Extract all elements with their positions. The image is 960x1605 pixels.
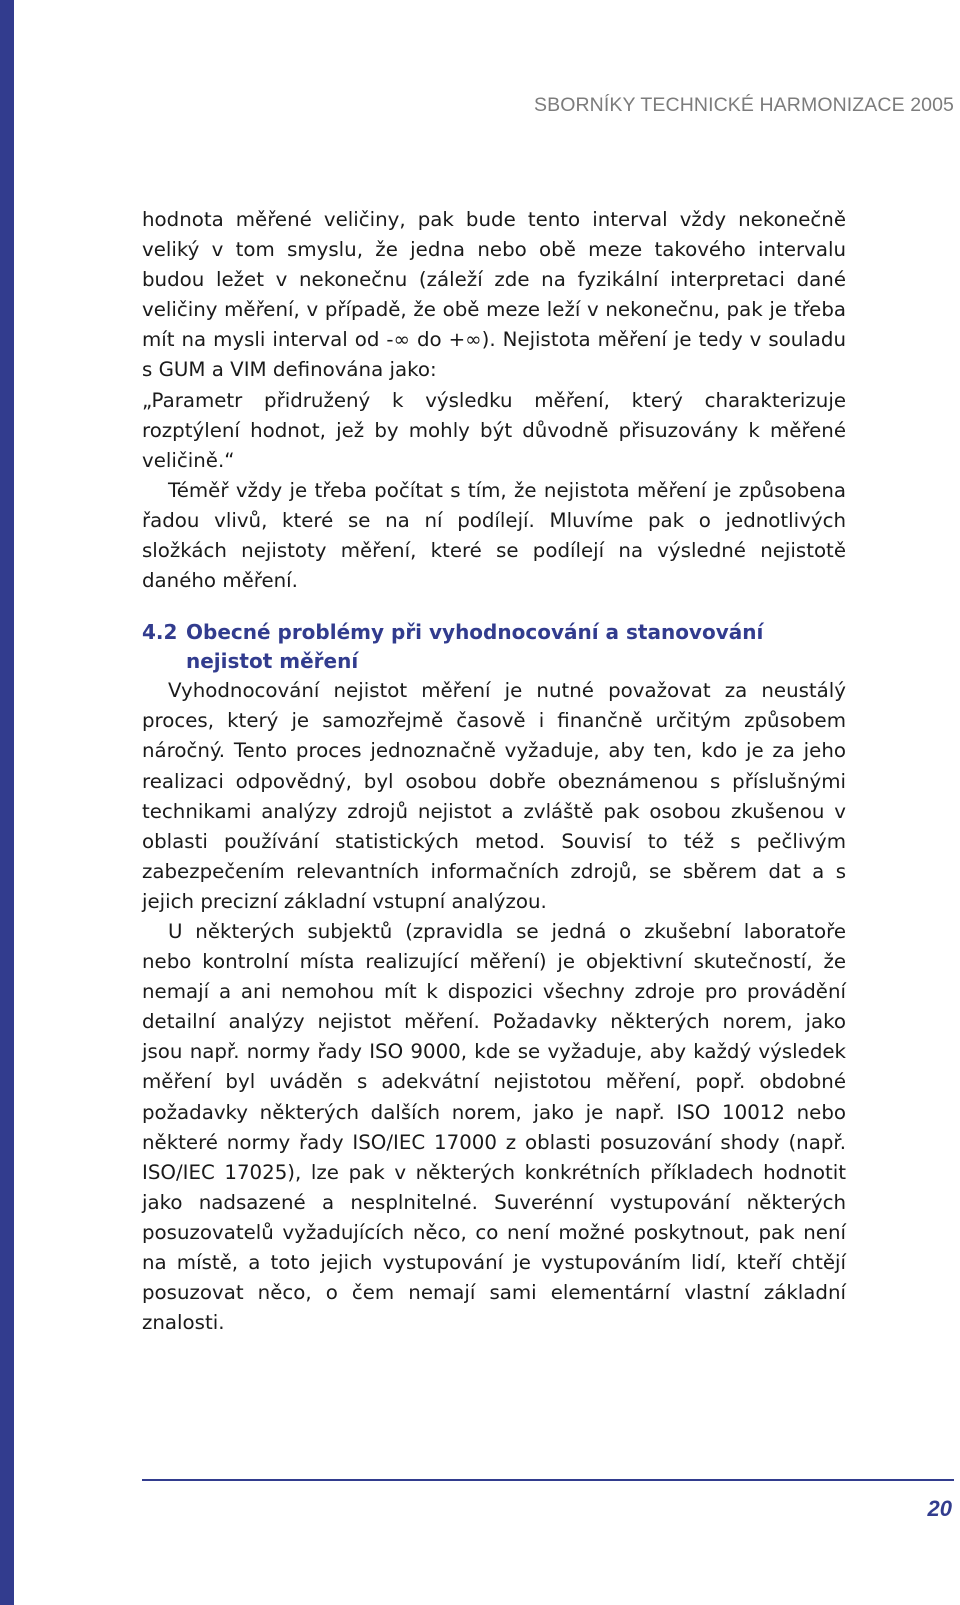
- section-title: Obecné problémy při vyhodnocování a stanovování nejistot měření: [186, 620, 764, 674]
- paragraph-2: Téměř vždy je třeba počítat s tím, že nejistota měření je způsobena řadou vlivů, které se na ní podílejí. Mluvíme pak o jednotlivých složkách nejistoty měření, které se podílejí na výsledné nejistotě daného měření.: [142, 478, 846, 593]
- left-accent-bar: [0, 0, 14, 1605]
- paragraph-4: U některých subjektů (zpravidla se jedná o zkušební laboratoře nebo kontrolní místa realizující měření) je objektivní skutečností, že nemají a ani nemohou mít k dispozici všechny zdroje pro provádění detailní analýzy nejistot měření. Požadavky některých norem, jako jsou např. normy řady ISO 9000, kde se vyžaduje, aby každý výsledek měření byl uváděn s adekvátní nejistotou měření, popř. obdobné požadavky některých dalších norem, jako je např. ISO 10012 nebo některé normy řady ISO/IEC 17000 z oblasti posuzování shody (např. ISO/IEC 17025), lze pak v některých konkrétních příkladech hodnotit jako nadsazené a nesplnitelné. Suverénní vystupování některých posuzovatelů vyžadujících něco, co není možné poskytnout, pak není na místě, a toto jejich vystupování je vystupováním lidí, kteří chtějí posuzovat něco, o čem nemají sami elementární vlastní základní znalosti.: [142, 919, 846, 1335]
- page-number: 20: [927, 1496, 952, 1521]
- section-number: 4.2: [142, 620, 178, 645]
- paragraph-3: Vyhodnocování nejistot měření je nutné považovat za neustálý proces, který je samozřejmě časově i finančně určitým způsobem náročný. Tento proces jednoznačně vyžaduje, aby ten, kdo je za jeho realizaci odpovědný, byl osobou dobře obeznámenou s příslušnými technikami analýzy zdrojů nejistot a zvláště pak osobou zkušenou v oblasti používání statistických metod. Souvisí to též s pečlivým zabezpečením relevantních informačních zdrojů, se sběrem dat a s jejich precizní základní vstupní analýzou.: [142, 679, 846, 913]
- page-content: [142, 205, 846, 1338]
- running-header: SBORNÍKY TECHNICKÉ HARMONIZACE 2005: [534, 94, 954, 116]
- section-heading: [142, 618, 846, 676]
- definition-quote: „Parametr přidružený k výsledku měření, který charakterizuje rozptýlení hodnot, jež by mohly být důvodně přisuzovány k měřené veličině.“: [142, 388, 846, 472]
- paragraph-1: hodnota měřené veličiny, pak bude tento interval vždy nekonečně veliký v tom smyslu, že jedna nebo obě meze takového intervalu budou ležet v nekonečnu (záleží zde na fyzikální interpretaci dané veličiny měření, v případě, že obě meze leží v nekonečnu, pak je třeba mít na mysli interval od -∞ do +∞). Nejistota měření je tedy v souladu s GUM a VIM definována jako:: [142, 208, 846, 382]
- footer-rule: [142, 1479, 954, 1481]
